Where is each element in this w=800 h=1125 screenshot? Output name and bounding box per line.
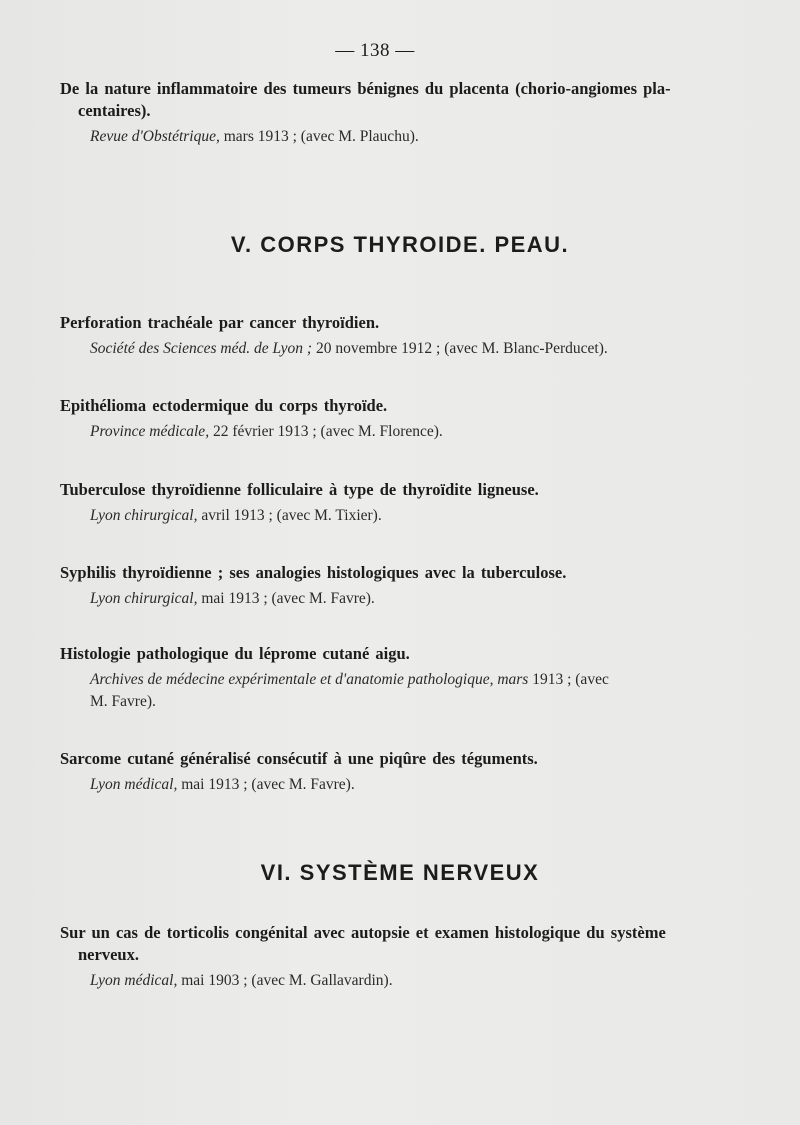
entry-title-line: Sur un cas de torticolis congénital avec autopsie et examen histologique du système	[60, 923, 666, 942]
bibliography-entry	[60, 922, 720, 992]
entry-title: Syphilis thyroïdienne ; ses analogies histologiques avec la tuberculose.	[60, 563, 567, 582]
reference-details: 20 novembre 1912 ; (avec M. Blanc-Perducet).	[312, 340, 608, 357]
bibliography-entry	[60, 395, 720, 443]
entry-title: Histologie pathologique du lépromе cutané aigu.	[60, 644, 410, 663]
bibliography-entry	[60, 312, 720, 360]
reference-source: Province médicale,	[90, 423, 210, 440]
reference-details: 1913 ; (avec	[528, 671, 609, 688]
entry-reference	[60, 338, 720, 360]
section-heading: V. CORPS THYROIDE. PEAU.	[230, 232, 570, 257]
reference-source: Revue d'Obstétrique,	[90, 128, 220, 145]
reference-details: mars 1913 ; (avec M. Plauchu).	[219, 128, 419, 145]
reference-details: 22 février 1913 ; (avec M. Florence).	[209, 423, 443, 440]
entry-reference	[60, 774, 720, 796]
entry-reference	[60, 669, 720, 713]
reference-source: Archives de médecine expérimentale et d'anatomie pathologique, mars	[90, 671, 529, 688]
entry-title: Sarcome cutané généralisé consécutif à une piqûre des téguments.	[60, 749, 538, 768]
entry-title	[60, 78, 720, 122]
entry-reference	[60, 421, 720, 443]
reference-source: Lyon médical,	[90, 972, 178, 989]
section-heading: VI. SYSTÈME NERVEUX	[260, 860, 540, 885]
entry-reference	[60, 126, 720, 148]
entry-reference	[60, 970, 720, 992]
reference-details: mai 1903 ; (avec M. Gallavardin).	[177, 972, 393, 989]
entry-title-line: De la nature inflammatoire des tumeurs bénignes du placenta (chorio-angiomes pla-	[60, 79, 671, 98]
reference-source: Lyon chirurgical,	[90, 590, 198, 607]
reference-details-line2: M. Favre).	[90, 693, 156, 710]
entry-title: Tuberculose thyroïdienne folliculaire à type de thyroïdite ligneuse.	[60, 480, 539, 499]
entry-title-line: centaires).	[78, 101, 151, 120]
entry-title-line: nerveux.	[78, 945, 139, 964]
entry-title: Epithélioma ectodermique du corps thyroïde.	[60, 396, 388, 415]
bibliography-entry	[60, 479, 720, 527]
reference-details: mai 1913 ; (avec M. Favre).	[177, 776, 355, 793]
reference-source: Lyon chirurgical,	[90, 507, 198, 524]
entry-title: Perforation trachéale par cancer thyroïdien.	[60, 313, 380, 332]
reference-details: mai 1913 ; (avec M. Favre).	[197, 590, 375, 607]
bibliography-entry	[60, 748, 720, 796]
reference-details: avril 1913 ; (avec M. Tixier).	[197, 507, 382, 524]
page-number: — 138 —	[335, 40, 415, 61]
bibliography-entry	[60, 78, 720, 148]
reference-source: Société des Sciences méd. de Lyon ;	[90, 340, 313, 357]
entry-reference	[60, 505, 720, 527]
reference-source: Lyon médical,	[90, 776, 178, 793]
bibliography-entry	[60, 562, 720, 610]
entry-reference	[60, 588, 720, 610]
bibliography-entry	[60, 643, 720, 713]
entry-title	[60, 922, 720, 966]
